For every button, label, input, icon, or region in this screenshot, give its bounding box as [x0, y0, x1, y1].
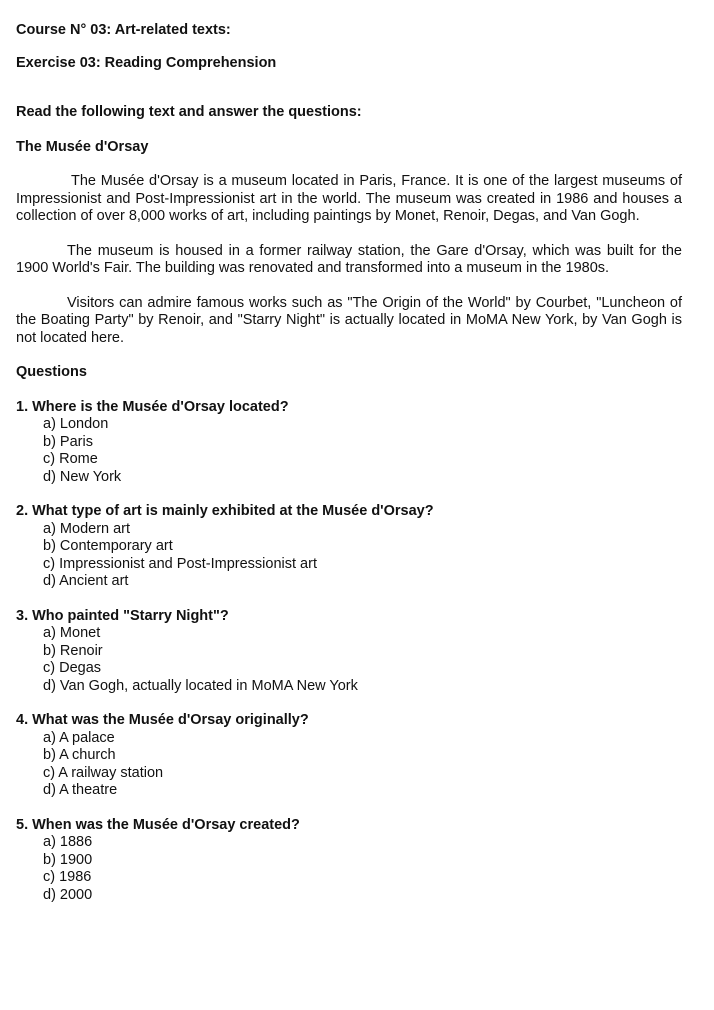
question-item — [16, 608, 682, 696]
answer-option: a) 1886 — [43, 834, 93, 850]
document-page — [16, 22, 682, 904]
course-title: Course N° 03: Art-related texts: — [16, 22, 231, 38]
article-paragraph: The museum is housed in a former railway station, the Gare d'Orsay, which was built for the 1900 World's Fair. The building was renovated and transformed into a museum in the 1980s. — [16, 242, 682, 276]
answer-option: b) 1900 — [43, 851, 93, 868]
instruction-text: Read the following text and answer the questions: — [16, 104, 362, 120]
question-text: 4. What was the Musée d'Orsay originally? — [16, 712, 309, 728]
answer-option: c) Impressionist and Post-Impressionist art — [43, 555, 317, 572]
article-title: The Musée d'Orsay — [16, 138, 149, 155]
question-item — [16, 399, 682, 487]
answer-option: a) Monet — [43, 625, 101, 641]
answer-option: c) A railway station — [43, 764, 164, 781]
answer-options — [16, 834, 682, 904]
answer-options — [16, 416, 682, 486]
answer-option: d) 2000 — [43, 886, 93, 903]
answer-option: a) A palace — [43, 729, 115, 746]
answer-option: c) 1986 — [43, 869, 92, 885]
question-text: 3. Who painted "Starry Night"? — [16, 607, 229, 624]
article-paragraph: The Musée d'Orsay is a museum located in Paris, France. It is one of the largest museums of Impressionist and Post-Impressionist art in the world. The museum was created in 1986 and houses a collection of over 8,000 works of art, including paintings by Monet, Renoir, Degas, and Van Gogh. — [16, 173, 682, 224]
question-item — [16, 817, 682, 905]
answer-option: d) New York — [43, 468, 122, 485]
answer-option: b) Paris — [43, 433, 93, 450]
answer-option: c) Degas — [43, 660, 102, 676]
answer-option: a) Modern art — [43, 520, 131, 537]
answer-option: b) Renoir — [43, 642, 103, 659]
question-item — [16, 712, 682, 800]
question-text: 2. What type of art is mainly exhibited at the Musée d'Orsay? — [16, 503, 434, 519]
answer-option: b) A church — [43, 747, 116, 763]
question-item — [16, 503, 682, 591]
question-text: 5. When was the Musée d'Orsay created? — [16, 816, 300, 833]
article-paragraph: Visitors can admire famous works such as "The Origin of the World" by Courbet, "Luncheon of the Boating Party" by Renoir, and "Starry Night" is actually located in MoMA New York, by Van Gogh is not located here. — [16, 294, 682, 346]
answer-option: d) A theatre — [43, 782, 118, 798]
answer-option: c) Rome — [43, 451, 98, 467]
answer-option: d) Van Gogh, actually located in MoMA New York — [43, 677, 358, 694]
answer-option: a) London — [43, 416, 109, 432]
answer-options — [16, 625, 682, 695]
answer-option: b) Contemporary art — [43, 538, 173, 554]
answer-options — [16, 521, 682, 591]
answer-option: d) Ancient art — [43, 573, 129, 589]
questions-heading: Questions — [16, 364, 87, 380]
answer-options — [16, 730, 682, 800]
question-text: 1. Where is the Musée d'Orsay located? — [16, 398, 289, 415]
exercise-title: Exercise 03: Reading Comprehension — [16, 54, 277, 71]
